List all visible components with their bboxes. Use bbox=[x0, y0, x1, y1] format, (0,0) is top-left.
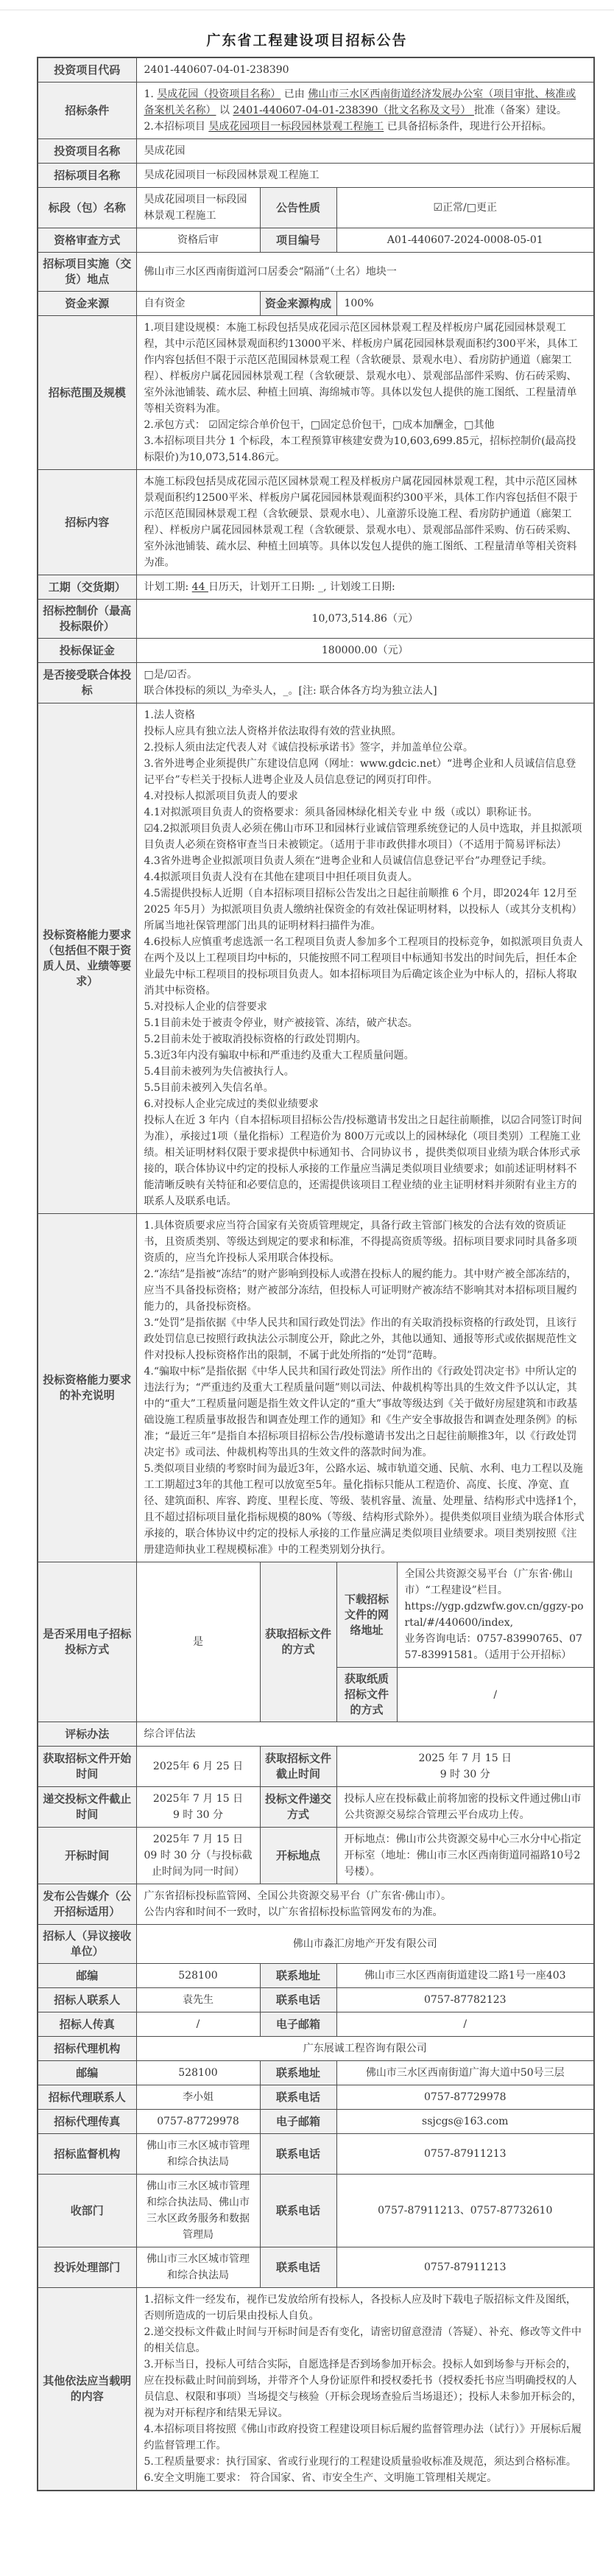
paragraph: 2.承包方式： ☑固定综合单价包干，□固定总价包干，□成本加酬金，□其他 bbox=[144, 419, 495, 431]
project-code-label: 投资项目代码 bbox=[38, 57, 136, 83]
e-bidding-label: 是否采用电子招标投标方式 bbox=[38, 1562, 136, 1722]
row-tenderer bbox=[38, 1925, 594, 1964]
tender-conditions-value bbox=[136, 83, 594, 139]
submit-method-value: 投标人应在投标截止前将加密的投标文件通过佛山市公共资源交易综合管理云平台成功上传。 bbox=[336, 1787, 594, 1828]
section-name-label: 标段（包）名称 bbox=[38, 188, 136, 228]
row-tender-conditions bbox=[38, 83, 594, 139]
opening-place-value: 开标地点：佛山市公共资源交易中心三水分中心指定开标室（地址：佛山市三水区西南街道同福路10号2号楼）。 bbox=[336, 1828, 594, 1884]
paragraph: 全国公共资源交易平台（广东省·佛山市）“工程建设”栏目。 bbox=[404, 1568, 573, 1596]
qualification-review-value: 资格后审 bbox=[136, 228, 260, 253]
tender-content-value: 本施工标段包括昊成花园示范区园林景观工程及样板房户属花园园林景观工程，其中示范区园林景观面积约12500平米、样板房户属花园园林景观面积约300平米，具体工作内容包括但不限于示范区范围园林景观工程（含软硬景、景观水电）、儿童游乐设施工程、看房防护通道（廊架工程）、样板房户属花园园林景观工程（含软硬景、景观水电）、景观部品部件采购、仿石砖采购、室外泳池铺装、疏水层、种植土回填等。具体以发包人提供的施工图纸、工程量清单等相关资料为准。 bbox=[136, 470, 594, 575]
qualification-notes-label: 投标资格能力要求的补充说明 bbox=[38, 1214, 136, 1562]
paragraph: 4.1对拟派项目负责人的资格要求：须具备园林绿化相关专业 中 级（或以）职称证书。 bbox=[144, 807, 538, 818]
paragraph: 6.对投标人企业完成过的类似业绩要求 bbox=[144, 1098, 319, 1110]
paragraph: 9 时 30 分 bbox=[440, 1769, 490, 1780]
qualification-review-label: 资格审查方式 bbox=[38, 228, 136, 253]
paragraph: □是/☑否。 bbox=[144, 669, 197, 681]
supervisor-phone-label: 联系电话 bbox=[260, 2134, 336, 2175]
evaluation-method-value: 综合评估法 bbox=[136, 1722, 594, 1747]
row-bid-bond bbox=[38, 639, 594, 663]
paragraph: 广东省招标投标监管网、全国公共资源交易平台（广东省·佛山市）。 bbox=[144, 1890, 451, 1902]
row-duration bbox=[38, 575, 594, 600]
objection-receiver-value: 佛山市三水区城市管理和综合执法局、佛山市三水区政务服务和数据管理局 bbox=[136, 2175, 260, 2247]
doc-start-time-value: 2025年 6 月 25 日 bbox=[136, 1747, 260, 1787]
paragraph: ☑4.2拟派项目负责人必须在佛山市环卫和园林行业诚信管理系统登记的人员中选取，并且拟派项目负责人必须在资格审查当日未被锁定。（适用于非市政供排水项目）（不适用于简易评标法） bbox=[144, 823, 582, 851]
agency-contact-label: 招标代理联系人 bbox=[38, 2085, 136, 2110]
supervisor-phone-value: 0757-87911213 bbox=[336, 2134, 594, 2175]
row-agency-contact bbox=[38, 2085, 594, 2110]
paragraph: 业务咨询电话：0757-83990765、0757-83991581。（适用于公开招标） bbox=[404, 1633, 582, 1661]
tenderer-address-label: 联系地址 bbox=[260, 1964, 336, 1988]
page-title: 广东省工程建设项目招标公告 bbox=[206, 32, 408, 49]
download-url-label: 下载招标文件的网络地址 bbox=[336, 1562, 397, 1668]
row-objection-receiver bbox=[38, 2175, 594, 2247]
row-tenderer-postcode bbox=[38, 1964, 594, 1988]
objection-receiver-phone-value: 0757-87911213、0757-87732610 bbox=[336, 2175, 594, 2247]
agency-value: 广东展诚工程咨询有限公司 bbox=[136, 2037, 594, 2061]
funding-composition-label: 资金来源构成 bbox=[260, 292, 336, 316]
row-section-name bbox=[38, 188, 594, 228]
complaint-dept-phone-value: 0757-87911213 bbox=[336, 2247, 594, 2288]
row-complaint-dept bbox=[38, 2247, 594, 2288]
opening-time-label: 开标时间 bbox=[38, 1828, 136, 1884]
row-doc-time bbox=[38, 1747, 594, 1787]
qualification-notes-value bbox=[136, 1214, 594, 1562]
paragraph: 5.5目前未被列入失信名单。 bbox=[144, 1082, 274, 1094]
download-url-value bbox=[397, 1562, 594, 1668]
submit-deadline-label: 递交投标文件截止时间 bbox=[38, 1787, 136, 1828]
paragraph: 4.6投标人应慎重考虑选派一名工程项目负责人参加多个工程项目的投标竞争，如拟派项目负责人在两个及以上工程项目均中标的，只能按照不同工程项目中标通知书发出的时间先后，担任本企业最先中标工程项目的投标项目负责人。如本招标项目为后确定该企业为中标人的，招标人将取消其中标资格。 bbox=[144, 936, 583, 997]
e-bidding-value: 是 bbox=[136, 1562, 260, 1722]
paragraph: 3.“处罚”是指依据《中华人民共和国行政处罚法》作出的有关取消投标资格的行政处罚，且该行政处罚信息已按照行政执法公示制度公开，除此之外，其他以通知、通报等形式或依据规范性文件对投标人投标资格作出的限制，不属于此处所指的“处罚”范畴。 bbox=[144, 1317, 577, 1361]
project-number-value: A01-440607-2024-0008-05-01 bbox=[336, 228, 594, 253]
agency-label: 招标代理机构 bbox=[38, 2037, 136, 2061]
paragraph: 投标人应具有独立法人资格并依法取得有效的营业执照。 bbox=[144, 726, 402, 737]
row-opening bbox=[38, 1828, 594, 1884]
paragraph: 2025 年 7 月 15 日 bbox=[418, 1752, 512, 1764]
paragraph: 1.具体资质要求应当符合国家有关资质管理规定，具备行政主管部门核发的合法有效的资质证书，且资质类别、等级达到规定的要求和标准，不得提高资质等级。招标项目要求同时具备多项资质的，应当允许投标人采用联合体投标。 bbox=[144, 1220, 577, 1264]
row-qualification-requirements bbox=[38, 703, 594, 1214]
agency-postcode-label: 邮编 bbox=[38, 2061, 136, 2085]
paragraph: 3.省外进粤企业须提供广东建设信息网（网址：www.gdcic.net）“进粤企业和人员诚信信息登记平台”专栏关于投标人进粤企业及人员信息登记的网页打印件。 bbox=[144, 758, 576, 786]
row-consortium bbox=[38, 663, 594, 703]
doc-start-time-label: 获取招标文件开始时间 bbox=[38, 1747, 136, 1787]
row-supervisor bbox=[38, 2134, 594, 2175]
tenderer-phone-value: 0757-87782123 bbox=[336, 1988, 594, 2012]
paragraph: 1.项目建设规模：本施工标段包括昊成花园示范区园林景观工程及样板房户属花园园林景观工程，其中示范区园林景观面积约13000平米、样板房户属花园园林景观面积约300平米，具体工作内容包括但不限于示范区范围园林景观工程（含软硬景、景观水电）、看房防护通道（廊架工程）、样板房户属花园园林景观工程（含软硬景、景观水电）、景观部品部件采购、仿石砖采购、室外泳池铺装、疏水层、种植土回填、海绵城市等。具体以发包人提供的施工图纸、工程量清单等相关资料为准。 bbox=[144, 322, 578, 415]
section-name-value: 昊成花园项目一标段园林景观工程施工 bbox=[136, 188, 260, 228]
tenderer-fax-label: 招标人传真 bbox=[38, 2012, 136, 2037]
notice-nature-value: ☑正常/□更正 bbox=[336, 188, 594, 228]
qualification-requirements-value bbox=[136, 703, 594, 1214]
project-code-value: 2401-440607-04-01-238390 bbox=[136, 57, 594, 83]
doc-obtain-method-label: 获取招标文件的方式 bbox=[260, 1562, 336, 1722]
row-media bbox=[38, 1884, 594, 1925]
row-evaluation-method bbox=[38, 1722, 594, 1747]
row-tenderer-fax bbox=[38, 2012, 594, 2037]
other-content-label: 其他依法应当载明的内容 bbox=[38, 2288, 136, 2491]
tender-content-label: 招标内容 bbox=[38, 470, 136, 575]
tenderer-address-value: 佛山市三水区西南街道建设二路1号一座403 bbox=[336, 1964, 594, 1988]
paragraph: 公告内容和时间不一致时，以广东省招标投标监管网发布的为准。 bbox=[144, 1906, 443, 1918]
paragraph: 2.递交投标文件截止时间与开标时间是否有变化，请密切留意澄清（答疑）、补充、修改等文件中的相关信息。 bbox=[144, 2326, 582, 2354]
bid-bond-value: 180000.00（元） bbox=[136, 639, 594, 663]
doc-deadline-value bbox=[336, 1747, 594, 1787]
row-qualification-notes bbox=[38, 1214, 594, 1562]
tender-conditions-label: 招标条件 bbox=[38, 83, 136, 139]
control-price-value: 10,073,514.86（元） bbox=[136, 600, 594, 639]
location-label: 招标项目实施（交货）地点 bbox=[38, 253, 136, 292]
row-qualification-review bbox=[38, 228, 594, 253]
opening-place-label: 开标地点 bbox=[260, 1828, 336, 1884]
tenderer-label: 招标人（异议接收单位） bbox=[38, 1925, 136, 1964]
tender-announcement-table bbox=[37, 57, 595, 2491]
tenderer-contact-label: 招标人联系人 bbox=[38, 1988, 136, 2012]
row-agency bbox=[38, 2037, 594, 2061]
row-agency-fax bbox=[38, 2110, 594, 2134]
consortium-label: 是否接受联合体投标 bbox=[38, 663, 136, 703]
tenderer-value: 佛山市淼汇房地产开发有限公司 bbox=[136, 1925, 594, 1964]
supervisor-label: 招标监督机构 bbox=[38, 2134, 136, 2175]
paragraph: 1. 昊成花园（投资项目名称） 已由 佛山市三水区西南街道经济发展办公室（项目审批、核准或备案机关名称） 以 2401-440607-04-01-238390（批文名称及文号） 批准（备案）建设。 bbox=[144, 88, 576, 116]
control-price-label: 招标控制价（最高投标限价） bbox=[38, 600, 136, 639]
agency-phone-value: 0757-87729978 bbox=[336, 2085, 594, 2110]
paragraph: 5.工程质量要求：执行国家、省或行业现行的工程建设质量验收标准及规范，须达到合格标准。 bbox=[144, 2456, 576, 2468]
opening-time-value bbox=[136, 1828, 260, 1884]
paragraph: 5.对投标人企业的信誉要求 bbox=[144, 1001, 267, 1013]
paragraph: 1.招标文件一经发布，视作已发放给所有投标人，各投标人应及时下载电子版招标文件及图纸，否则所造成的一切后果由投标人自负。 bbox=[144, 2294, 576, 2322]
doc-deadline-label: 获取招标文件截止时间 bbox=[260, 1747, 336, 1787]
tenderer-postcode-value: 528100 bbox=[136, 1964, 260, 1988]
row-tenderer-contact bbox=[38, 1988, 594, 2012]
paragraph: 计划工期: 44 日历天，计划开工日期: _, 计划竣工日期: bbox=[144, 581, 395, 593]
tenderer-postcode-label: 邮编 bbox=[38, 1964, 136, 1988]
agency-address-label: 联系地址 bbox=[260, 2061, 336, 2085]
paragraph: 投标人在近 3 年内（自本招标项目招标公告/投标邀请书发出之日起往前顺推，以☑合同签订时间为准），承接过1项（量化指标）工程造价为 800万元或以上的园林绿化（项目类别）工程施工业绩。相关证明材料仅限于要求提供中标通知书、合同协议书 ，提供类似项目业绩为联合体形式承接的，联合体协议中约定的投标人承接的工作量应当满足类似项目业绩要求；如前述证明材料不能清晰反映有关特征和必要信息的，还需提供该项目工程业绩的业主证明材料并须附有业主方的联系人及联系电话。 bbox=[144, 1115, 582, 1207]
complaint-dept-label: 投诉处理部门 bbox=[38, 2247, 136, 2288]
evaluation-method-label: 评标办法 bbox=[38, 1722, 136, 1747]
paragraph: 4.4拟派项目负责人没有在其他在建项目中担任项目负责人。 bbox=[144, 871, 418, 883]
row-agency-postcode bbox=[38, 2061, 594, 2085]
paragraph: 联合体投标的须以_为牵头人，_。[注: 联合体各方均为独立法人] bbox=[144, 685, 437, 697]
agency-email-value: ssjcgs@163.com bbox=[336, 2110, 594, 2134]
consortium-value bbox=[136, 663, 594, 703]
paragraph: 5.2目前未处于被取消投标资格的行政处罚期内。 bbox=[144, 1033, 367, 1045]
row-funding bbox=[38, 292, 594, 316]
paragraph: 4.5需提供投标人近期（自本招标项目招标公告发出之日起往前顺推 6 个月，即2024年 12月至 2025 年5月）为拟派项目负责人缴纳社保资金的有效社保证明材料，以投标人（或其分支机构）所属当地社保管理部门出具的证明材料扫描件为准。 bbox=[144, 888, 582, 932]
paper-doc-label: 获取纸质招标文件的方式 bbox=[336, 1668, 397, 1722]
scope-value bbox=[136, 316, 594, 470]
paragraph: 09 时 30 分（与投标截止时间为同一时间） bbox=[144, 1850, 253, 1878]
duration-label: 工期（交货期） bbox=[38, 575, 136, 600]
notice-nature-label: 公告性质 bbox=[260, 188, 336, 228]
paragraph: 3.本招标项目共分 1 个标段，本工程预算审核建安费为10,603,699.85元，招标控制价(最高投标限价)为10,073,514.86元。 bbox=[144, 435, 576, 463]
objection-receiver-phone-label: 联系电话 bbox=[260, 2175, 336, 2247]
tenderer-contact-value: 袁先生 bbox=[136, 1988, 260, 2012]
download-url: https://ygp.gdzwfw.gov.cn/ggzy-portal/#/440600/index, bbox=[404, 1601, 584, 1629]
tenderer-email-value: / bbox=[336, 2012, 594, 2037]
complaint-dept-value: 佛山市三水区城市管理和综合执法局 bbox=[136, 2247, 260, 2288]
paragraph: 5.类似项目业绩的考察时间为最近3年，公路水运、城市轨道交通、民航、水利、电力工程以及施工工期超过3年的其他工程可以放宽至5年。量化指标只能从工程造价、高度、长度、净宽、直径、建筑面积、库容、跨度、里程长度、等级、装机容量、流量、处理量、结构形式中选择1个，且不超过招标项目量化指标规模的80%（等级、结构形式除外）。提供类似项目业绩为联合体形式承接的，联合体协议中约定的投标人承接的工作量应满足类似项目业绩要求。项目类别按照《注册建造师执业工程规模标准》中的工程类别划分执行。 bbox=[144, 1463, 585, 1556]
paragraph: 5.4目前未被列为失信被执行人。 bbox=[144, 1066, 294, 1078]
paragraph: 5.3近3年内没有骗取中标和严重违约及重大工程质量问题。 bbox=[144, 1050, 414, 1061]
paragraph: 2.本招标项目 昊成花园项目一标段园林景观工程施工 已具备招标条件，现进行公开招标。 bbox=[144, 121, 552, 133]
paper-doc-value: / bbox=[397, 1668, 594, 1722]
row-e-bidding bbox=[38, 1562, 594, 1668]
qualification-requirements-label: 投标资格能力要求（包括但不限于资质人员、业绩等要求） bbox=[38, 703, 136, 1214]
row-submit-deadline bbox=[38, 1787, 594, 1828]
paragraph: 6.安全文明施工要求： 符合国家、省、市安全生产、文明施工管理相关规定。 bbox=[144, 2472, 498, 2484]
funding-composition-value: 100% bbox=[336, 292, 594, 316]
paragraph: 3.开标当日，投标人可结合实际，自愿选择是否到场参加开标会。投标人如到场参与开标会的，应在投标截止时间前到场，并带齐个人身份证原件和授权委托书（授权委托书应当明确授权的人员信息、权限和事项）当场提交与核验（开标会现场查验后当场退还）；投标人未参加开标会的，视为对开标程序和结果无异议。 bbox=[144, 2359, 582, 2419]
agency-contact-value: 李小姐 bbox=[136, 2085, 260, 2110]
agency-phone-label: 联系电话 bbox=[260, 2085, 336, 2110]
tenderer-email-label: 电子邮箱 bbox=[260, 2012, 336, 2037]
paragraph: 5.1目前未处于被责令停业，财产被接管、冻结，破产状态。 bbox=[144, 1017, 418, 1029]
agency-postcode-value: 528100 bbox=[136, 2061, 260, 2085]
row-control-price bbox=[38, 600, 594, 639]
tenderer-fax-value: / bbox=[136, 2012, 260, 2037]
paragraph: 2025年 7 月 15 日 bbox=[152, 1833, 244, 1845]
paragraph: 2025年 7 月 15 日 bbox=[152, 1793, 244, 1805]
media-value bbox=[136, 1884, 594, 1925]
tender-project-name-value: 昊成花园项目一标段园林景观工程施工 bbox=[136, 164, 594, 188]
investment-name-label: 投资项目名称 bbox=[38, 139, 136, 164]
agency-address-value: 佛山市三水区西南街道广海大道中50号三层 bbox=[336, 2061, 594, 2085]
submit-method-label: 投标文件递交方式 bbox=[260, 1787, 336, 1828]
supervisor-value: 佛山市三水区城市管理和综合执法局 bbox=[136, 2134, 260, 2175]
paragraph: 2.“冻结”是指被“冻结”的财产影响到投标人或潜在投标人的履约能力。其中财产被全部冻结的，应当不具备投标资格；财产被部分冻结，但投标人可证明财产被冻结不影响其对本招标项目履约能力的，具备投标资格。 bbox=[144, 1268, 577, 1313]
paragraph: 4.“骗取中标”是指依据《中华人民共和国行政处罚法》所作出的《行政处罚决定书》中所认定的违法行为；“严重违约及重大工程质量问题”则以司法、仲裁机构等出具的生效文件予以认定，其中的“重大”工程质量问题是指生效文件认定的“重大”事故等级达到《关于做好房屋建筑和市政基础设施工程质量事故报告和调查处理工作的通知》和《生产安全事故报告和调查处理条例》的标准；“最近三年”是指自本招标项目招标公告/投标邀请书发出之日起往前顺推3年，以《行政处罚决定书》或司法、仲裁机构等出具的生效文件的落款时间为准。 bbox=[144, 1366, 578, 1459]
row-scope bbox=[38, 316, 594, 470]
duration-value bbox=[136, 575, 594, 600]
paragraph: 4.本招标项目将按照《佛山市政府投资工程建设项目标后履约监督管理办法（试行）》开展标后履约监督管理工作。 bbox=[144, 2424, 582, 2452]
paragraph: 1.法人资格 bbox=[144, 709, 195, 721]
paragraph: 4.对投标人拟派项目负责人的要求 bbox=[144, 790, 298, 802]
complaint-dept-phone-label: 联系电话 bbox=[260, 2247, 336, 2288]
agency-fax-value: 0757-87729978 bbox=[136, 2110, 260, 2134]
investment-name-value: 昊成花园 bbox=[136, 139, 594, 164]
tender-project-name-label: 招标项目名称 bbox=[38, 164, 136, 188]
row-tender-project-name bbox=[38, 164, 594, 188]
other-content-value bbox=[136, 2288, 594, 2491]
scope-label: 招标范围及规模 bbox=[38, 316, 136, 470]
media-label: 发布公告媒介（公开招标适用） bbox=[38, 1884, 136, 1925]
tenderer-phone-label: 联系电话 bbox=[260, 1988, 336, 2012]
submit-deadline-value bbox=[136, 1787, 260, 1828]
row-location bbox=[38, 253, 594, 292]
bid-bond-label: 投标保证金 bbox=[38, 639, 136, 663]
paragraph: 9 时 30 分 bbox=[172, 1809, 224, 1821]
funding-value: 自有资金 bbox=[136, 292, 260, 316]
funding-label: 资金来源 bbox=[38, 292, 136, 316]
row-investment-name bbox=[38, 139, 594, 164]
agency-fax-label: 招标代理传真 bbox=[38, 2110, 136, 2134]
objection-receiver-label: 收部门 bbox=[38, 2175, 136, 2247]
paragraph: 4.3省外进粤企业拟派项目负责人须在“进粤企业和人员诚信信息登记平台”办理登记手续。 bbox=[144, 855, 553, 867]
location-value: 佛山市三水区西南街道河口居委会“隔涌”（土名）地块一 bbox=[136, 253, 594, 292]
row-tender-content bbox=[38, 470, 594, 575]
project-number-label: 项目编号 bbox=[260, 228, 336, 253]
paragraph: 2.投标人须由法定代表人对《诚信投标承诺书》签字，并加盖单位公章。 bbox=[144, 742, 473, 754]
agency-email-label: 电子邮箱 bbox=[260, 2110, 336, 2134]
row-project-code bbox=[38, 57, 594, 83]
row-other-content bbox=[38, 2288, 594, 2491]
